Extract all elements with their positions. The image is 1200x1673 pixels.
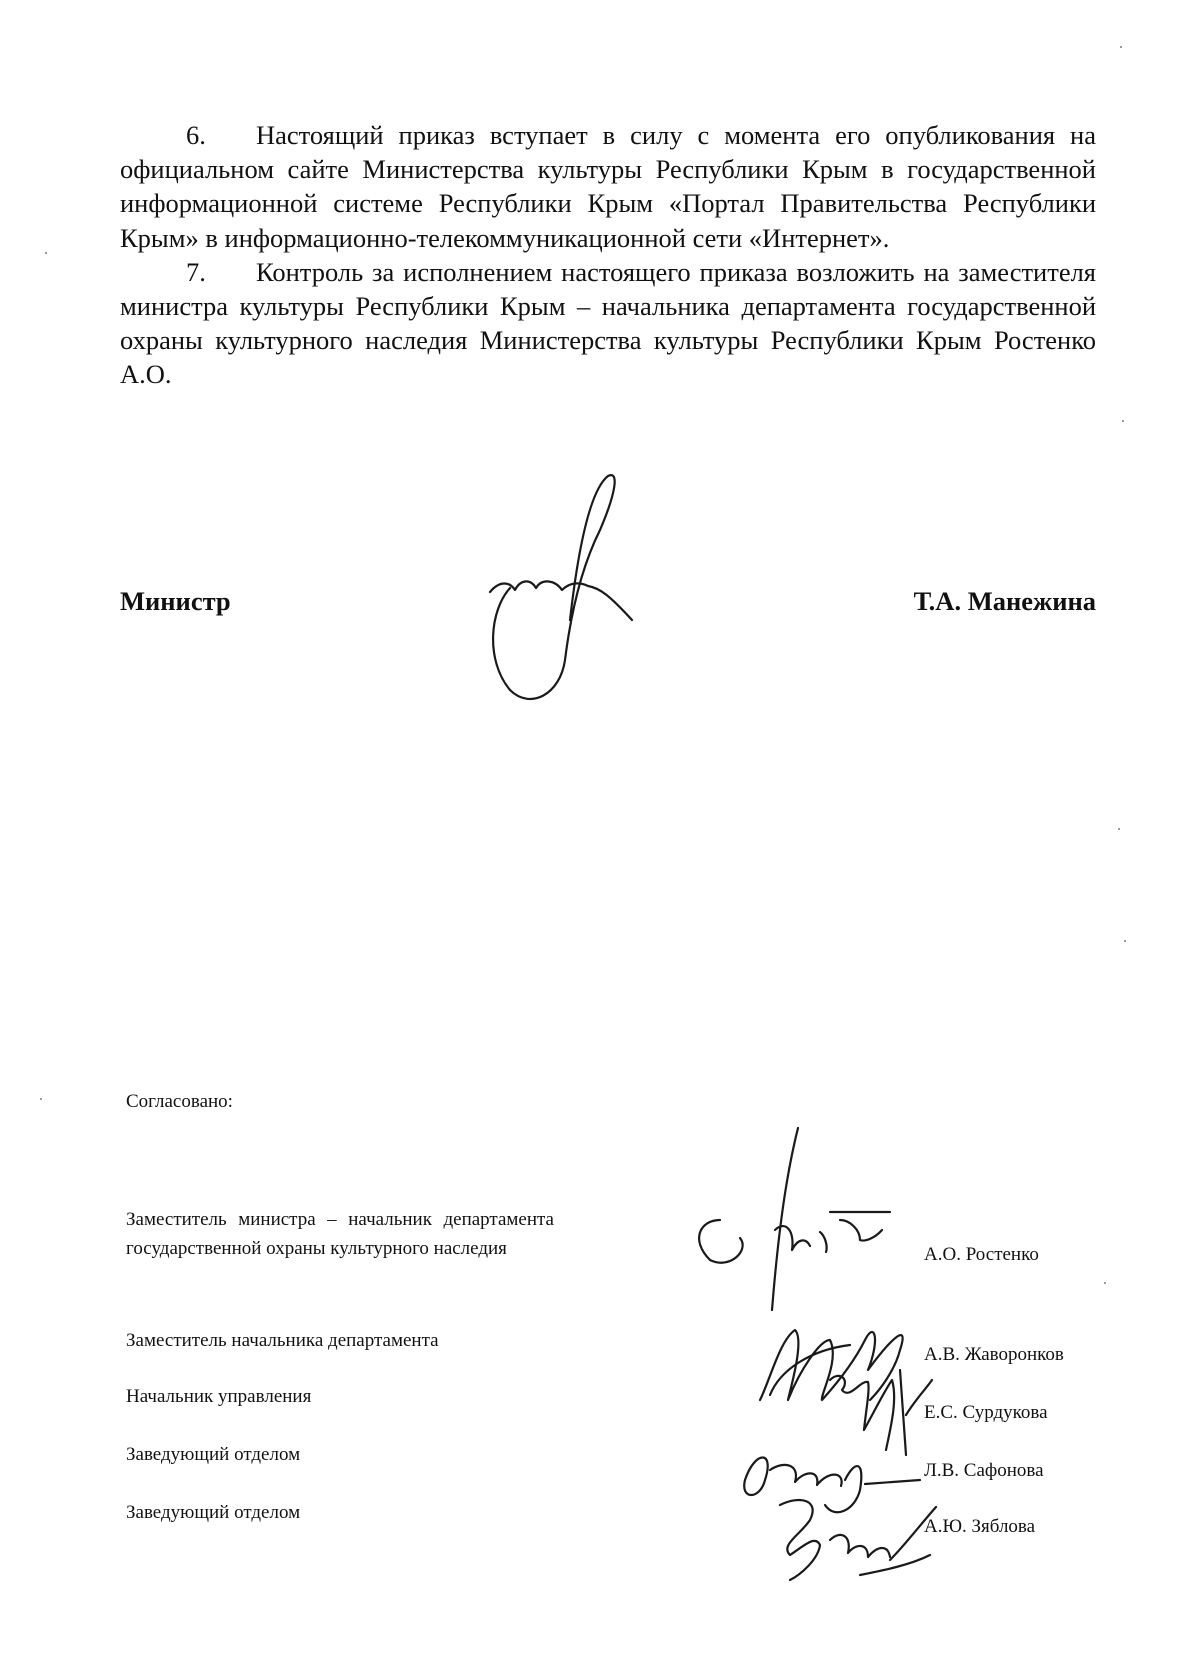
- approval-name: А.О. Ростенко: [924, 1244, 1039, 1265]
- paragraph-text: Настоящий приказ вступает в силу с момента его опубликования на официальном сайте Министерства культуры Республики Крым в государственной информационной системе Республики Крым «Портал Правительства Республики Крым» в информационно-телекоммуникационной сети «Интернет».: [120, 120, 1096, 253]
- approval-name: А.Ю. Зяблова: [924, 1516, 1036, 1537]
- rostenko-signature: [680, 1120, 900, 1320]
- scan-speck: [1104, 1282, 1106, 1284]
- paragraph-7: [120, 255, 1096, 392]
- signatory-title: Министр: [120, 586, 231, 616]
- approval-role: Заместитель начальника департамента: [126, 1330, 439, 1351]
- scan-speck: [1120, 46, 1122, 48]
- order-text: [120, 118, 1096, 392]
- approval-name: Е.С. Сурдукова: [924, 1402, 1048, 1423]
- approval-role: Заместитель министра – начальник департамента государственной охраны культурного наследия: [126, 1209, 554, 1259]
- scan-speck: [1124, 940, 1126, 942]
- scan-speck: [1118, 828, 1120, 830]
- paragraph-number: 6.: [186, 120, 206, 150]
- safonova-signature: [725, 1420, 925, 1530]
- approval-name: Л.В. Сафонова: [924, 1460, 1044, 1481]
- approval-role: Заведующий отделом: [126, 1502, 301, 1523]
- approval-heading: Согласовано:: [126, 1091, 233, 1112]
- surdukova-signature: [820, 1360, 940, 1470]
- paragraph-number: 7.: [186, 256, 206, 287]
- scan-speck: [40, 1098, 42, 1100]
- approval-role: Заведующий отделом: [126, 1444, 301, 1465]
- signature-row: [120, 586, 1096, 626]
- scan-speck: [45, 252, 47, 254]
- paragraph-6: [120, 118, 1096, 255]
- approval-name: А.В. Жаворонков: [924, 1344, 1064, 1365]
- approval-role: Начальник управления: [126, 1386, 312, 1407]
- paragraph-text: Контроль за исполнением настоящего приказа возложить на заместителя министра культуры Республики Крым – начальника департамента государственной охраны культурного наследия Министерства культуры Республики Крым Ростенко А.О.: [120, 256, 1096, 390]
- scan-speck: [1122, 420, 1124, 422]
- zyablova-signature: [760, 1485, 940, 1600]
- signatory-name: Т.А. Манежина: [913, 586, 1096, 616]
- zhavoronkov-signature: [750, 1300, 930, 1420]
